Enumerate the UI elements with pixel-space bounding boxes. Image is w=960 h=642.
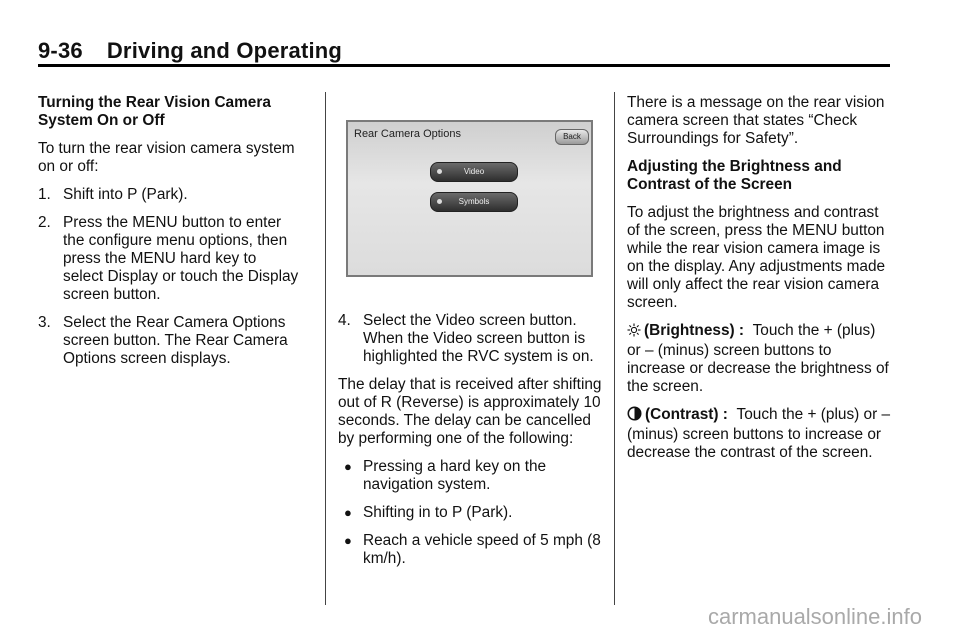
column-1 [38, 94, 300, 378]
bullet-icon: ● [344, 459, 352, 474]
list-item [338, 458, 608, 494]
screen-video-button [430, 162, 518, 182]
indicator-icon [437, 199, 442, 204]
section-heading-rear-vision: Turning the Rear Vision Camera System On or Off [38, 94, 271, 129]
list-item [38, 214, 300, 304]
list-item [338, 504, 608, 522]
watermark: carmanualsonline.info [707, 604, 922, 629]
brightness-label: (Brightness) : [644, 322, 745, 339]
section-title: Driving and Operating [106, 38, 343, 63]
bullet-list [338, 458, 608, 568]
screen-title: Rear Camera Options [354, 128, 461, 140]
list-item [338, 312, 608, 366]
video-label: Video [463, 167, 485, 176]
bullet-text: Shifting in to P (Park). [363, 504, 513, 521]
page-number: 9-36 [38, 38, 83, 63]
step-number: 4. [338, 312, 351, 329]
step-number: 3. [38, 314, 51, 331]
brightness-icon [627, 323, 641, 342]
column-2 [338, 312, 608, 578]
bullet-icon: ● [344, 533, 352, 548]
brightness-text: Touch the + (plus) or – (minus) screen buttons to increase or decrease the brightness of the screen. [627, 322, 889, 395]
bullet-text: Reach a vehicle speed of 5 mph (8 km/h). [363, 532, 601, 567]
list-item [338, 532, 608, 568]
column-3 [627, 94, 891, 472]
contrast-paragraph [627, 406, 891, 462]
header-rule [38, 64, 890, 67]
contrast-icon [627, 406, 642, 426]
bullet-text: Pressing a hard key on the navigation system. [363, 458, 547, 493]
screen-back-button: Back [555, 129, 589, 145]
column-divider [325, 92, 326, 605]
page-header [38, 38, 342, 64]
contrast-text: Touch the + (plus) or – (minus) screen buttons to increase or decrease the contrast of the screen. [627, 406, 891, 461]
screen-symbols-button [430, 192, 518, 212]
step-number: 1. [38, 186, 51, 203]
step-text: Press the MENU button to enter the configure menu options, then press the MENU hard key to select Display or touch the Display screen button. [63, 214, 299, 303]
step-text: Select the Video screen button. When the Video screen button is highlighted the RVC system is on. [363, 312, 594, 365]
message-paragraph: There is a message on the rear vision camera screen that states “Check Surroundings for Safety”. [627, 94, 885, 147]
symbols-label: Symbols [458, 197, 490, 206]
adjust-paragraph: To adjust the brightness and contrast of the screen, press the MENU button while the rear vision camera image is on the display. Any adjustments made will only affect the rear vision camera screen. [627, 204, 886, 311]
rear-camera-options-screen-image [346, 120, 593, 277]
step-number: 2. [38, 214, 51, 231]
list-item [38, 314, 300, 368]
indicator-icon [437, 169, 442, 174]
steps-list [38, 186, 300, 368]
intro-paragraph: To turn the rear vision camera system on or off: [38, 140, 295, 175]
list-item [38, 186, 300, 204]
brightness-paragraph [627, 322, 891, 396]
column-divider [614, 92, 615, 605]
delay-paragraph: The delay that is received after shifting out of R (Reverse) is approximately 10 seconds. The delay can be cancelled by performing one of the following: [338, 376, 602, 447]
bullet-icon: ● [344, 505, 352, 520]
step-text: Shift into P (Park). [63, 186, 188, 203]
steps-list [338, 312, 608, 366]
step-text: Select the Rear Camera Options screen button. The Rear Camera Options screen displays. [63, 314, 288, 367]
section-heading-brightness-contrast: Adjusting the Brightness and Contrast of the Screen [627, 158, 842, 193]
contrast-label: (Contrast) : [645, 406, 728, 423]
